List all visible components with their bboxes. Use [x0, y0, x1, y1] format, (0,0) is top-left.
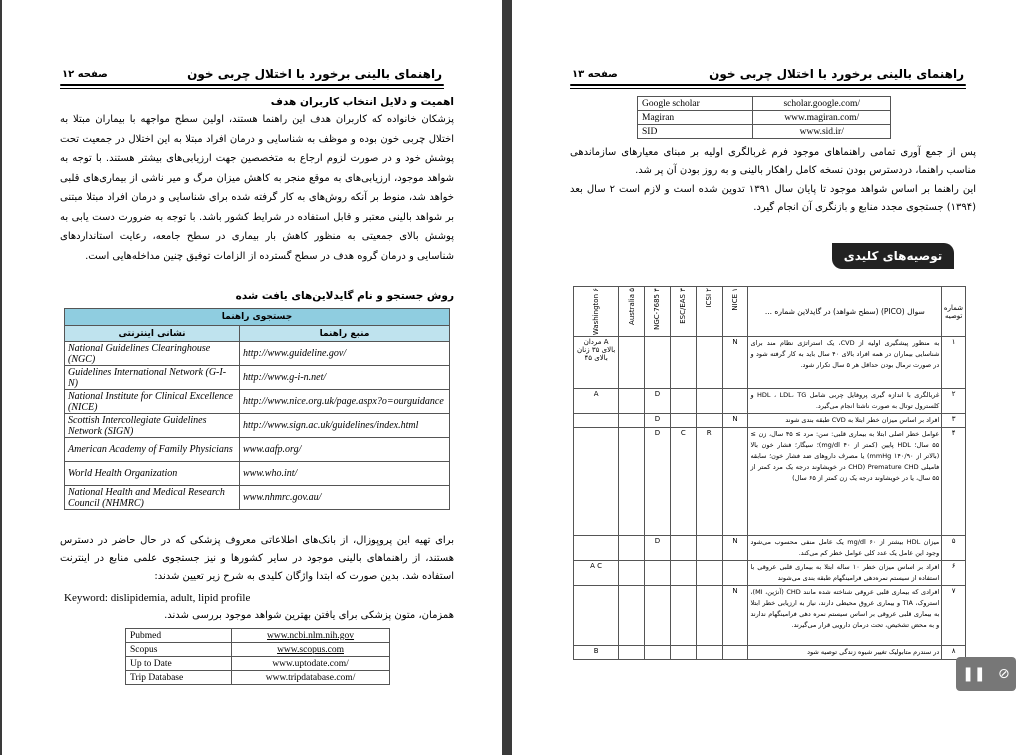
db-url-cell: www.uptodate.com/: [232, 657, 390, 671]
grade-cell: [619, 536, 645, 561]
page-number: صفحه ۱۲: [62, 68, 108, 80]
db-name-cell: Up to Date: [126, 657, 232, 671]
table-row: [126, 629, 390, 643]
grade-cell: [645, 586, 671, 646]
grade-cell: [670, 337, 696, 389]
keyword-line: Keyword: dislipidemia, adult, lipid profile: [64, 592, 251, 604]
grade-cell: [574, 536, 619, 561]
grade-cell: [722, 561, 748, 586]
grade-cell: [619, 414, 645, 428]
number-cell: ۷: [942, 586, 966, 646]
grade-cell: [696, 536, 722, 561]
grade-cell: A مردان بالای ۳۵ زنان بالای ۴۵: [574, 337, 619, 389]
header-rule-thin: [60, 88, 444, 89]
recommendation-row: [574, 586, 966, 646]
grade-cell: D: [645, 389, 671, 414]
column-header-washington: Washington ۶: [574, 287, 619, 337]
section-title: اهمیت و دلایل انتخاب کاربران هدف: [270, 96, 454, 108]
grade-cell: [619, 337, 645, 389]
grade-cell: [696, 389, 722, 414]
table-row: [65, 390, 450, 414]
section-heading-badge: [832, 243, 954, 269]
db-url-cell: www.ncbi.nlm.nih.gov: [232, 629, 390, 643]
number-cell: ۶: [942, 561, 966, 586]
eye-off-icon[interactable]: ⊘: [998, 666, 1010, 682]
grade-cell: N: [722, 337, 748, 389]
grade-cell: [696, 646, 722, 660]
paragraph: همزمان، متون پزشکی برای یافتن بهترین شواهد موجود بررسی شدند.: [164, 610, 454, 621]
left-page: [2, 0, 502, 755]
number-cell: ۲: [942, 389, 966, 414]
url-cell: www.who.int/: [240, 462, 450, 486]
grade-cell: N: [722, 586, 748, 646]
number-cell: ۸: [942, 646, 966, 660]
number-cell: ۴: [942, 428, 966, 536]
grade-cell: [645, 561, 671, 586]
database-table: [637, 96, 891, 139]
paragraph: پس از جمع آوری تمامی راهنماهای موجود فرم غربالگری اولیه بر مبنای معیارهای سازماندهی مناسب راهنما، دردسترس بودن نسخه کامل راهکار بالینی و به روز بودن آن پر شد.: [570, 147, 976, 176]
url-cell: http://www.nice.org.uk/page.aspx?o=ourguidance: [240, 390, 450, 414]
column-header-escfas: ESC/EAS ۳: [670, 287, 696, 337]
page-header: [62, 62, 442, 86]
grade-cell: [619, 561, 645, 586]
recommendation-row: [574, 428, 966, 536]
db-name-cell: Trip Database: [126, 671, 232, 685]
source-cell: American Academy of Family Physicians: [65, 438, 240, 462]
question-cell: افراد بر اساس میزان خطر ۱۰ ساله ابتلا به بیماری قلبی عروقی با استفاده از سیستم نمره‌دهی فرامینگهام طبقه بندی می‌شوند: [748, 561, 942, 586]
grade-cell: [574, 414, 619, 428]
grade-cell: R: [696, 428, 722, 536]
recommendation-row: [574, 414, 966, 428]
guideline-sources-table: [64, 308, 450, 510]
table-row: [65, 366, 450, 390]
paragraph: این راهنما بر اساس شواهد موجود تا پایان سال ۱۳۹۱ تدوین شده است و لازم است ۲ سال بعد (۱۳۹۴) جستجوی مجدد منابع و بازنگری آن انجام گیرد.: [570, 184, 977, 213]
section-paragraph: پزشکان خانواده که کاربران هدف این راهنما هستند، اولین سطح مواجهه با بیماران مبتلا به اختلال چربی خون بوده و موظف به شناسایی و درمان افراد مبتلا به این اختلال در جمعیت تحت پوشش خود و در صورت لزوم ارجاع به متخصصین جهت ارزیابی‌های بیشتر هستند. با توجه به شواهد موجود، ارزیابی‌های به موقع منجر به کاهش میزان مرگ و میر ناشی از بیماری‌های قلبی خواهد شد، منوط بر آنکه روش‌های به کار گرفته شده برای شناسایی و درمان افراد مبتلا مبتنی بر شواهد بالینی معتبر و قابل استفاده در شرایط کشور باشد. با توجه به ضرورت دست یابی به پوشش بالای جمعیتی به منظور کاهش بار بیماری در سطح جامعه، رعایت استانداردهای شناسایی و درمان گروه هدف در سطح گسترده از الزامات توفیق چنین مداخله‌هایی است.: [60, 114, 454, 262]
source-cell: National Institute for Clinical Excellence (NICE): [65, 390, 240, 414]
recommendation-row: [574, 337, 966, 389]
table-row: [65, 342, 450, 366]
recommendation-row: [574, 389, 966, 414]
number-cell: ۱: [942, 337, 966, 389]
grade-cell: B: [574, 646, 619, 660]
paragraph: برای تهیه این پروپوزال، از بانک‌های اطلاعاتی معروف پزشکی که در حال حاضر در دسترس هستند، از راهنماهای بالینی موجود در سایر کشورها و نیز جستجوی علمی منابع در اینترنت استفاده شد. بدین صورت که ابتدا واژگان کلیدی به شرح زیر تعیین شدند:: [60, 535, 454, 582]
floating-toolbar: [956, 657, 1016, 691]
column-header-ngc: NGC-7685 ۴: [645, 287, 671, 337]
table-row: [126, 643, 390, 657]
grade-cell: C: [670, 428, 696, 536]
table-row: [65, 486, 450, 510]
grade-cell: [696, 586, 722, 646]
grade-cell: [696, 337, 722, 389]
grade-cell: [670, 536, 696, 561]
table-row: [65, 438, 450, 462]
grade-cell: [619, 586, 645, 646]
db-name-cell: SID: [638, 125, 753, 139]
grade-cell: [619, 389, 645, 414]
section-title: روش جستجو و نام گایدلاین‌های یافت شده: [235, 290, 454, 302]
header-title: راهنمای بالینی برخورد با اختلال چربی خون: [187, 67, 442, 81]
question-cell: غربالگری با اندازه گیری پروفایل چربی شامل HDL ، LDL، TG و کلسترول توتال به صورت ناشتا انجام می‌گیرد.: [748, 389, 942, 414]
grade-cell: [670, 646, 696, 660]
table-row: [65, 462, 450, 486]
pause-icon[interactable]: ❚❚: [962, 666, 986, 682]
grade-cell: [670, 414, 696, 428]
db-name-cell: Pubmed: [126, 629, 232, 643]
column-header: نشانی اینترنتی: [65, 326, 240, 342]
grade-cell: [696, 414, 722, 428]
column-header-question: سوال (PICO) (سطح شواهد) در گایدلاین شماره ...: [748, 287, 942, 337]
question-cell: در سندرم متابولیک تغییر شیوه زندگی توصیه شود: [748, 646, 942, 660]
question-cell: افراد بر اساس میزان خطر ابتلا به CVD طبقه بندی شوند: [748, 414, 942, 428]
column-header-australia: Australia ۵: [619, 287, 645, 337]
header-rule-thin: [570, 88, 966, 89]
number-cell: ۵: [942, 536, 966, 561]
source-cell: National Guidelines Clearinghouse (NGC): [65, 342, 240, 366]
grade-cell: [574, 428, 619, 536]
grade-cell: [574, 586, 619, 646]
table-row: [638, 125, 891, 139]
grade-cell: A C: [574, 561, 619, 586]
header-title: راهنمای بالینی برخورد با اختلال چربی خون: [709, 67, 964, 81]
table-row: [126, 671, 390, 685]
grade-cell: [696, 561, 722, 586]
grade-cell: [722, 428, 748, 536]
header-rule: [60, 84, 444, 86]
source-cell: World Health Organization: [65, 462, 240, 486]
grade-cell: [670, 389, 696, 414]
grade-cell: [722, 646, 748, 660]
recommendation-row: [574, 561, 966, 586]
db-name-cell: Google scholar: [638, 97, 753, 111]
recommendation-row: [574, 536, 966, 561]
table-row: [126, 657, 390, 671]
url-cell: www.aafp.org/: [240, 438, 450, 462]
right-page: [512, 0, 1024, 755]
recommendations-table: [573, 286, 966, 660]
url-cell: www.nhmrc.gov.au/: [240, 486, 450, 510]
url-cell: http://www.sign.ac.uk/guidelines/index.html: [240, 414, 450, 438]
db-url-cell: scholar.google.com/: [753, 97, 891, 111]
url-cell: http://www.g-i-n.net/: [240, 366, 450, 390]
grade-cell: D: [645, 414, 671, 428]
question-cell: به منظور پیشگیری اولیه از CVD، یک استراتژی نظام مند برای شناسایی بیماران در همه افراد بالای ۴۰ سال باید به کار گرفته شود و در صورت نرمال بودن حداقل هر ۵ سال تکرار شود.: [748, 337, 942, 389]
grade-cell: [619, 428, 645, 536]
source-cell: Guidelines International Network (G-I-N): [65, 366, 240, 390]
grade-cell: [722, 389, 748, 414]
grade-cell: N: [722, 414, 748, 428]
table-row: [638, 97, 891, 111]
number-cell: ۳: [942, 414, 966, 428]
db-name-cell: Magiran: [638, 111, 753, 125]
db-url-cell: www.sid.ir/: [753, 125, 891, 139]
column-header-number: شماره توصیه: [942, 287, 966, 337]
grade-cell: N: [722, 536, 748, 561]
column-header-nice: NICE ۱: [722, 287, 748, 337]
grade-cell: A: [574, 389, 619, 414]
db-name-cell: Scopus: [126, 643, 232, 657]
database-table: [125, 628, 390, 685]
grade-cell: [645, 337, 671, 389]
column-header-icsi: ICSI ۲: [696, 287, 722, 337]
source-cell: Scottish Intercollegiate Guidelines Network (SIGN): [65, 414, 240, 438]
header-rule: [570, 84, 966, 86]
question-cell: افرادی که بیماری قلبی عروقی شناخته شده مانند CHD (آنژین، MI)، استروک، TIA و بیماری عروق محیطی دارند، نیاز به ارزیابی خطر ابتلا به بیماری قلبی عروقی بر اساس سیستم نمره دهی فرامینگهام ندارند و به محض تشخیص، تحت درمان دارویی قرار می‌گیرند.: [748, 586, 942, 646]
grade-cell: [670, 586, 696, 646]
section-title: توصیه‌های کلیدی: [843, 249, 943, 263]
db-url-cell: www.tripdatabase.com/: [232, 671, 390, 685]
table-caption: جستجوی راهنما: [65, 309, 450, 326]
page-number: صفحه ۱۳: [572, 68, 618, 80]
url-cell: http://www.guideline.gov/: [240, 342, 450, 366]
grade-cell: [670, 561, 696, 586]
table-row: [65, 414, 450, 438]
db-url-cell: www.scopus.com: [232, 643, 390, 657]
question-cell: عوامل خطر اصلی ابتلا به بیماری قلبی: سن: مرد ≥ ۴۵ سال، زن ≥ ۵۵ سال؛ HDL پایین (کمتر از ۴۰ mg/dl)؛ سیگار؛ فشار خون بالا (بالاتر از ۱۴۰/۹۰ mmHg) یا مصرف داروهای ضد فشار خون؛ سابقه فامیلی Premature CHD (CHD در خویشاوند درجه یک مرد کمتر از ۵۵ سال، یا در خویشاوند درجه یک زن کمتر از ۶۵ سال): [748, 428, 942, 536]
page-header: [572, 62, 964, 86]
grade-cell: [619, 646, 645, 660]
table-row: [638, 111, 891, 125]
grade-cell: D: [645, 428, 671, 536]
source-cell: National Health and Medical Research Council (NHMRC): [65, 486, 240, 510]
grade-cell: D: [645, 536, 671, 561]
db-url-cell: www.magiran.com/: [753, 111, 891, 125]
grade-cell: [645, 646, 671, 660]
recommendation-row: [574, 646, 966, 660]
question-cell: میزان HDL بیشتر از ۶۰ mg/dl یک عامل منفی محسوب می‌شود وجود این عامل یک عدد کلی عوامل خطر کم می‌کند.: [748, 536, 942, 561]
column-header: منبع راهنما: [240, 326, 450, 342]
